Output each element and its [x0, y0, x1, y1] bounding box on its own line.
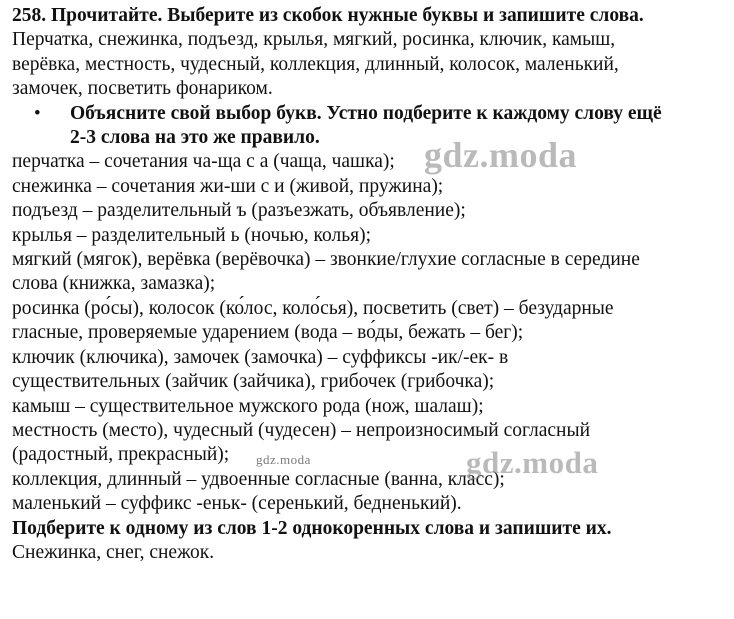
answer-line-3: подъезд – разделительный ъ (разъезжать, объявление); [12, 200, 466, 222]
bullet-line-2: 2-3 слова на это же правило. [70, 127, 320, 149]
answer-line-14: коллекция, длинный – удвоенные согласные (ванна, класс); [12, 468, 505, 490]
answer-line-5: мягкий (мягок), верёвка (верёвочка) – звонкие/глухие согласные в середине [12, 249, 640, 271]
textbook-page [12, 4, 728, 565]
answer-line-9: ключик (ключика), замочек (замочка) – суффиксы -ик/-ек- в [12, 346, 509, 368]
bullet-icon: • [34, 102, 41, 124]
word-line-3: замочек, посветить фонариком. [12, 78, 273, 100]
bullet-instruction [12, 102, 728, 151]
answer-line-12: местность (место), чудесный (чудесен) – непроизносимый согласный [12, 419, 591, 441]
answer-line-15: маленький – суффикс -еньк- (серенький, бедненький). [12, 493, 462, 515]
answer-line-10: существительных (зайчик (зайчика), грибочек (грибочка); [12, 371, 495, 393]
answer-line-4: крылья – разделительный ь (ночью, колья); [12, 224, 372, 246]
bullet-line-1: Объясните свой выбор букв. Устно подберите к каждому слову ещё [70, 102, 662, 124]
task-heading: 258. Прочитайте. Выберите из скобок нужные буквы и запишите слова. [12, 5, 644, 26]
second-task-heading: Подберите к одному из слов 1-2 однокоренных слова и запишите их. [12, 517, 612, 539]
answer-line-2: снежинка – сочетания жи-ши с и (живой, пружина); [12, 175, 444, 197]
second-task-answer: Снежинка, снег, снежок. [12, 541, 215, 563]
answer-line-6: слова (книжка, замазка); [12, 273, 216, 295]
word-line-1: Перчатка, снежинка, подъезд, крылья, мягкий, росинка, ключик, камыш, [12, 29, 616, 51]
watermark-small: gdz.moda [256, 452, 311, 467]
answer-line-11: камыш – существительное мужского рода (нож, шалаш); [12, 395, 484, 417]
answer-line-7: росинка (ро́сы), колосок (ко́лос, коло́сья), посветить (свет) – безударные [12, 297, 614, 319]
watermark-large-1: gdz.moda [424, 135, 578, 175]
answer-line-8: гласные, проверяемые ударением (вода – во́ды, бежать – бег); [12, 322, 524, 344]
watermark-large-2: gdz.moda [466, 445, 599, 480]
answer-line-13: (радостный, прекрасный); [12, 444, 230, 466]
answer-line-1: перчатка – сочетания ча-ща с а (чаща, чашка); [12, 151, 395, 173]
word-line-2: верёвка, местность, чудесный, коллекция, длинный, колосок, маленький, [12, 53, 619, 75]
